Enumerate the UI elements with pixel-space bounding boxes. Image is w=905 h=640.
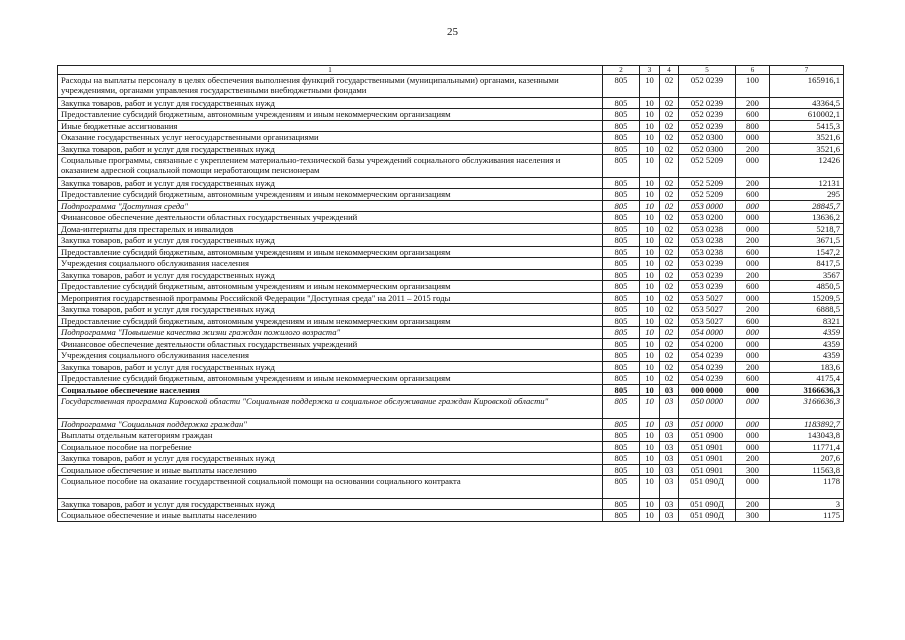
expense-type-code: 300 — [736, 510, 770, 522]
subsection-code: 02 — [660, 235, 679, 247]
row-item-name: Оказание государственных услуг негосударственными организациями — [58, 132, 603, 144]
department-code: 805 — [603, 292, 640, 304]
target-article-code: 051 0901 — [679, 453, 736, 465]
section-code: 10 — [640, 361, 660, 373]
expense-type-code: 000 — [736, 212, 770, 224]
section-code: 10 — [640, 476, 660, 499]
subsection-code: 03 — [660, 476, 679, 499]
amount: 4850,5 — [770, 281, 844, 293]
row-item-name: Мероприятия государственной программы Российской Федерации "Доступная среда" на 2011 – 2015 годы — [58, 292, 603, 304]
subsection-code: 03 — [660, 464, 679, 476]
target-article-code: 054 0239 — [679, 373, 736, 385]
subsection-code: 02 — [660, 132, 679, 144]
department-code: 805 — [603, 361, 640, 373]
section-code: 10 — [640, 418, 660, 430]
section-code: 10 — [640, 155, 660, 178]
amount: 12426 — [770, 155, 844, 178]
row-item-name: Закупка товаров, работ и услуг для государственных нужд — [58, 143, 603, 155]
row-item-name: Социальные программы, связанные с укреплением материально-технической базы учреждений социального обслуживания населения и оказанием адресной социальной помощи неработающим пенсионерам — [58, 155, 603, 178]
target-article-code: 052 5209 — [679, 189, 736, 201]
subsection-code: 02 — [660, 97, 679, 109]
row-item-name: Выплаты отдельным категориям граждан — [58, 430, 603, 442]
section-code: 10 — [640, 510, 660, 522]
subsection-code: 03 — [660, 498, 679, 510]
table-row — [58, 464, 844, 476]
section-code: 10 — [640, 373, 660, 385]
column-header-7: 7 — [770, 66, 844, 75]
department-code: 805 — [603, 155, 640, 178]
subsection-code: 02 — [660, 109, 679, 121]
amount: 143043,8 — [770, 430, 844, 442]
section-code: 10 — [640, 281, 660, 293]
target-article-code: 052 0300 — [679, 143, 736, 155]
subsection-code: 02 — [660, 258, 679, 270]
target-article-code: 051 0901 — [679, 441, 736, 453]
table-row — [58, 132, 844, 144]
expense-type-code: 200 — [736, 143, 770, 155]
target-article-code: 053 0238 — [679, 223, 736, 235]
amount: 3 — [770, 498, 844, 510]
subsection-code: 03 — [660, 384, 679, 396]
row-item-name: Закупка товаров, работ и услуг для государственных нужд — [58, 361, 603, 373]
target-article-code: 052 5209 — [679, 155, 736, 178]
row-item-name: Социальное обеспечение и иные выплаты населению — [58, 464, 603, 476]
target-article-code: 052 0300 — [679, 132, 736, 144]
department-code: 805 — [603, 327, 640, 339]
department-code: 805 — [603, 281, 640, 293]
table-row — [58, 350, 844, 362]
expense-type-code: 200 — [736, 304, 770, 316]
department-code: 805 — [603, 464, 640, 476]
row-item-name: Финансовое обеспечение деятельности областных государственных учреждений — [58, 212, 603, 224]
table-row — [58, 338, 844, 350]
subsection-code: 02 — [660, 120, 679, 132]
amount: 1183892,7 — [770, 418, 844, 430]
table-row — [58, 292, 844, 304]
department-code: 805 — [603, 430, 640, 442]
expense-type-code: 000 — [736, 200, 770, 212]
subsection-code: 02 — [660, 338, 679, 350]
expense-type-code: 600 — [736, 373, 770, 385]
table-row — [58, 441, 844, 453]
section-code: 10 — [640, 327, 660, 339]
table-row — [58, 373, 844, 385]
amount: 1178 — [770, 476, 844, 499]
amount: 8321 — [770, 315, 844, 327]
table-row — [58, 396, 844, 419]
section-code: 10 — [640, 75, 660, 98]
section-code: 10 — [640, 396, 660, 419]
section-code: 10 — [640, 212, 660, 224]
row-item-name: Закупка товаров, работ и услуг для государственных нужд — [58, 97, 603, 109]
target-article-code: 052 0239 — [679, 75, 736, 98]
target-article-code: 053 0200 — [679, 212, 736, 224]
section-code: 10 — [640, 384, 660, 396]
table-row — [58, 177, 844, 189]
table-row — [58, 510, 844, 522]
subsection-code: 03 — [660, 430, 679, 442]
table-row — [58, 189, 844, 201]
budget-table — [57, 65, 844, 522]
section-code: 10 — [640, 143, 660, 155]
subsection-code: 02 — [660, 189, 679, 201]
target-article-code: 053 0238 — [679, 235, 736, 247]
row-item-name: Социальное пособие на погребение — [58, 441, 603, 453]
header-row — [58, 66, 844, 75]
target-article-code: 053 0238 — [679, 246, 736, 258]
expense-type-code: 200 — [736, 235, 770, 247]
amount: 4175,4 — [770, 373, 844, 385]
column-header-5: 5 — [679, 66, 736, 75]
target-article-code: 053 5027 — [679, 292, 736, 304]
table-row — [58, 258, 844, 270]
column-header-1: 1 — [58, 66, 603, 75]
row-item-name: Предоставление субсидий бюджетным, автономным учреждениям и иным некоммерческим организациям — [58, 373, 603, 385]
subsection-code: 02 — [660, 200, 679, 212]
subsection-code: 02 — [660, 75, 679, 98]
section-code: 10 — [640, 120, 660, 132]
target-article-code: 054 0000 — [679, 327, 736, 339]
table-row — [58, 143, 844, 155]
amount: 3166636,3 — [770, 396, 844, 419]
section-code: 10 — [640, 464, 660, 476]
table-row — [58, 281, 844, 293]
section-code: 10 — [640, 350, 660, 362]
expense-type-code: 000 — [736, 327, 770, 339]
row-item-name: Финансовое обеспечение деятельности областных государственных учреждений — [58, 338, 603, 350]
department-code: 805 — [603, 304, 640, 316]
target-article-code: 000 0000 — [679, 384, 736, 396]
department-code: 805 — [603, 235, 640, 247]
column-header-4: 4 — [660, 66, 679, 75]
expense-type-code: 200 — [736, 453, 770, 465]
expense-type-code: 200 — [736, 177, 770, 189]
amount: 6888,5 — [770, 304, 844, 316]
amount: 4359 — [770, 338, 844, 350]
section-code: 10 — [640, 258, 660, 270]
department-code: 805 — [603, 498, 640, 510]
row-item-name: Учреждения социального обслуживания населения — [58, 258, 603, 270]
column-header-2: 2 — [603, 66, 640, 75]
expense-type-code: 800 — [736, 120, 770, 132]
row-item-name: Подпрограмма "Доступная среда" — [58, 200, 603, 212]
target-article-code: 051 0000 — [679, 418, 736, 430]
department-code: 805 — [603, 246, 640, 258]
amount: 43364,5 — [770, 97, 844, 109]
expense-type-code: 000 — [736, 384, 770, 396]
expense-type-code: 000 — [736, 430, 770, 442]
target-article-code: 053 0239 — [679, 269, 736, 281]
section-code: 10 — [640, 223, 660, 235]
department-code: 805 — [603, 350, 640, 362]
table-row — [58, 120, 844, 132]
row-item-name: Иные бюджетные ассигнования — [58, 120, 603, 132]
department-code: 805 — [603, 476, 640, 499]
row-item-name: Предоставление субсидий бюджетным, автономным учреждениям и иным некоммерческим организациям — [58, 246, 603, 258]
amount: 3567 — [770, 269, 844, 281]
subsection-code: 02 — [660, 177, 679, 189]
table-row — [58, 223, 844, 235]
table-row — [58, 246, 844, 258]
expense-type-code: 200 — [736, 97, 770, 109]
amount: 4359 — [770, 327, 844, 339]
table-row — [58, 235, 844, 247]
expense-type-code: 200 — [736, 498, 770, 510]
subsection-code: 02 — [660, 361, 679, 373]
expense-type-code: 000 — [736, 418, 770, 430]
amount: 3166636,3 — [770, 384, 844, 396]
table-row — [58, 97, 844, 109]
expense-type-code: 000 — [736, 350, 770, 362]
amount: 5218,7 — [770, 223, 844, 235]
subsection-code: 03 — [660, 510, 679, 522]
department-code: 805 — [603, 75, 640, 98]
column-header-6: 6 — [736, 66, 770, 75]
section-code: 10 — [640, 292, 660, 304]
section-code: 10 — [640, 315, 660, 327]
subsection-code: 02 — [660, 315, 679, 327]
target-article-code: 053 0239 — [679, 258, 736, 270]
department-code: 805 — [603, 97, 640, 109]
subsection-code: 03 — [660, 396, 679, 419]
department-code: 805 — [603, 189, 640, 201]
department-code: 805 — [603, 384, 640, 396]
expense-type-code: 000 — [736, 476, 770, 499]
target-article-code: 053 5027 — [679, 304, 736, 316]
target-article-code: 051 090Д — [679, 498, 736, 510]
expense-type-code: 600 — [736, 246, 770, 258]
department-code: 805 — [603, 373, 640, 385]
subsection-code: 02 — [660, 373, 679, 385]
target-article-code: 052 0239 — [679, 97, 736, 109]
subsection-code: 03 — [660, 453, 679, 465]
table-row — [58, 200, 844, 212]
expense-type-code: 000 — [736, 223, 770, 235]
row-item-name: Закупка товаров, работ и услуг для государственных нужд — [58, 498, 603, 510]
section-code: 10 — [640, 132, 660, 144]
target-article-code: 053 0239 — [679, 281, 736, 293]
target-article-code: 054 0239 — [679, 361, 736, 373]
amount: 13636,2 — [770, 212, 844, 224]
row-item-name: Дома-интернаты для престарелых и инвалидов — [58, 223, 603, 235]
section-code: 10 — [640, 235, 660, 247]
row-item-name: Подпрограмма "Социальная поддержка граждан" — [58, 418, 603, 430]
department-code: 805 — [603, 109, 640, 121]
table-row — [58, 315, 844, 327]
table-row — [58, 155, 844, 178]
department-code: 805 — [603, 510, 640, 522]
section-code: 10 — [640, 246, 660, 258]
section-code: 10 — [640, 189, 660, 201]
target-article-code: 053 0000 — [679, 200, 736, 212]
expense-type-code: 200 — [736, 361, 770, 373]
subsection-code: 02 — [660, 304, 679, 316]
table-row — [58, 498, 844, 510]
table-row — [58, 269, 844, 281]
row-item-name: Закупка товаров, работ и услуг для государственных нужд — [58, 304, 603, 316]
column-header-3: 3 — [640, 66, 660, 75]
row-item-name: Предоставление субсидий бюджетным, автономным учреждениям и иным некоммерческим организациям — [58, 281, 603, 293]
target-article-code: 051 090Д — [679, 476, 736, 499]
target-article-code: 050 0000 — [679, 396, 736, 419]
table-row — [58, 327, 844, 339]
subsection-code: 02 — [660, 223, 679, 235]
row-item-name: Предоставление субсидий бюджетным, автономным учреждениям и иным некоммерческим организациям — [58, 315, 603, 327]
row-item-name: Расходы на выплаты персоналу в целях обеспечения выполнения функций государственными (муниципальными) органами, казенными учреждениями, органами управления государственными внебюджетными фондами — [58, 75, 603, 98]
amount: 610002,1 — [770, 109, 844, 121]
amount: 3521,6 — [770, 143, 844, 155]
expense-type-code: 000 — [736, 396, 770, 419]
department-code: 805 — [603, 453, 640, 465]
section-code: 10 — [640, 441, 660, 453]
section-code: 10 — [640, 200, 660, 212]
department-code: 805 — [603, 315, 640, 327]
department-code: 805 — [603, 200, 640, 212]
table-row — [58, 75, 844, 98]
section-code: 10 — [640, 338, 660, 350]
target-article-code: 051 0901 — [679, 464, 736, 476]
target-article-code: 054 0239 — [679, 350, 736, 362]
row-item-name: Социальное обеспечение населения — [58, 384, 603, 396]
row-item-name: Учреждения социального обслуживания населения — [58, 350, 603, 362]
row-item-name: Социальное обеспечение и иные выплаты населению — [58, 510, 603, 522]
target-article-code: 053 5027 — [679, 315, 736, 327]
subsection-code: 02 — [660, 269, 679, 281]
department-code: 805 — [603, 418, 640, 430]
row-item-name: Закупка товаров, работ и услуг для государственных нужд — [58, 235, 603, 247]
subsection-code: 02 — [660, 155, 679, 178]
subsection-code: 02 — [660, 327, 679, 339]
department-code: 805 — [603, 258, 640, 270]
expense-type-code: 600 — [736, 189, 770, 201]
department-code: 805 — [603, 396, 640, 419]
section-code: 10 — [640, 453, 660, 465]
row-item-name: Закупка товаров, работ и услуг для государственных нужд — [58, 453, 603, 465]
expense-type-code: 600 — [736, 109, 770, 121]
row-item-name: Предоставление субсидий бюджетным, автономным учреждениям и иным некоммерческим организациям — [58, 189, 603, 201]
amount: 11563,8 — [770, 464, 844, 476]
department-code: 805 — [603, 212, 640, 224]
department-code: 805 — [603, 120, 640, 132]
row-item-name: Закупка товаров, работ и услуг для государственных нужд — [58, 269, 603, 281]
expense-type-code: 000 — [736, 258, 770, 270]
table-row — [58, 453, 844, 465]
amount: 15209,5 — [770, 292, 844, 304]
table-row — [58, 384, 844, 396]
department-code: 805 — [603, 223, 640, 235]
department-code: 805 — [603, 338, 640, 350]
target-article-code: 052 0239 — [679, 120, 736, 132]
target-article-code: 051 0900 — [679, 430, 736, 442]
row-item-name: Государственная программа Кировской области "Социальная поддержка и социальное обслуживание граждан Кировской области" — [58, 396, 603, 419]
subsection-code: 02 — [660, 281, 679, 293]
amount: 4359 — [770, 350, 844, 362]
page-number: 25 — [447, 26, 458, 38]
amount: 207,6 — [770, 453, 844, 465]
target-article-code: 052 5209 — [679, 177, 736, 189]
expense-type-code: 300 — [736, 464, 770, 476]
table-row — [58, 109, 844, 121]
expense-type-code: 000 — [736, 441, 770, 453]
amount: 11771,4 — [770, 441, 844, 453]
row-item-name: Социальное пособие на оказание государственной социальной помощи на основании социального контракта — [58, 476, 603, 499]
department-code: 805 — [603, 441, 640, 453]
department-code: 805 — [603, 177, 640, 189]
expense-type-code: 000 — [736, 155, 770, 178]
subsection-code: 03 — [660, 441, 679, 453]
target-article-code: 052 0239 — [679, 109, 736, 121]
department-code: 805 — [603, 132, 640, 144]
expense-type-code: 200 — [736, 269, 770, 281]
row-item-name: Закупка товаров, работ и услуг для государственных нужд — [58, 177, 603, 189]
amount: 1547,2 — [770, 246, 844, 258]
section-code: 10 — [640, 97, 660, 109]
table-row — [58, 212, 844, 224]
amount: 5415,3 — [770, 120, 844, 132]
amount: 8417,5 — [770, 258, 844, 270]
amount: 183,6 — [770, 361, 844, 373]
row-item-name: Предоставление субсидий бюджетным, автономным учреждениям и иным некоммерческим организациям — [58, 109, 603, 121]
section-code: 10 — [640, 498, 660, 510]
table-row — [58, 361, 844, 373]
amount: 28845,7 — [770, 200, 844, 212]
row-item-name: Подпрограмма "Повышение качества жизни граждан пожилого возраста" — [58, 327, 603, 339]
expense-type-code: 000 — [736, 292, 770, 304]
section-code: 10 — [640, 177, 660, 189]
target-article-code: 054 0200 — [679, 338, 736, 350]
subsection-code: 02 — [660, 350, 679, 362]
amount: 1175 — [770, 510, 844, 522]
table-row — [58, 430, 844, 442]
table-row — [58, 476, 844, 499]
subsection-code: 02 — [660, 212, 679, 224]
subsection-code: 02 — [660, 246, 679, 258]
subsection-code: 02 — [660, 143, 679, 155]
department-code: 805 — [603, 143, 640, 155]
table-row — [58, 304, 844, 316]
target-article-code: 051 090Д — [679, 510, 736, 522]
section-code: 10 — [640, 269, 660, 281]
section-code: 10 — [640, 304, 660, 316]
amount: 295 — [770, 189, 844, 201]
amount: 12131 — [770, 177, 844, 189]
expense-type-code: 600 — [736, 315, 770, 327]
expense-type-code: 100 — [736, 75, 770, 98]
amount: 165916,1 — [770, 75, 844, 98]
amount: 3521,6 — [770, 132, 844, 144]
subsection-code: 03 — [660, 418, 679, 430]
section-code: 10 — [640, 430, 660, 442]
department-code: 805 — [603, 269, 640, 281]
expense-type-code: 000 — [736, 338, 770, 350]
section-code: 10 — [640, 109, 660, 121]
expense-type-code: 600 — [736, 281, 770, 293]
table-row — [58, 418, 844, 430]
subsection-code: 02 — [660, 292, 679, 304]
amount: 3671,5 — [770, 235, 844, 247]
expense-type-code: 000 — [736, 132, 770, 144]
